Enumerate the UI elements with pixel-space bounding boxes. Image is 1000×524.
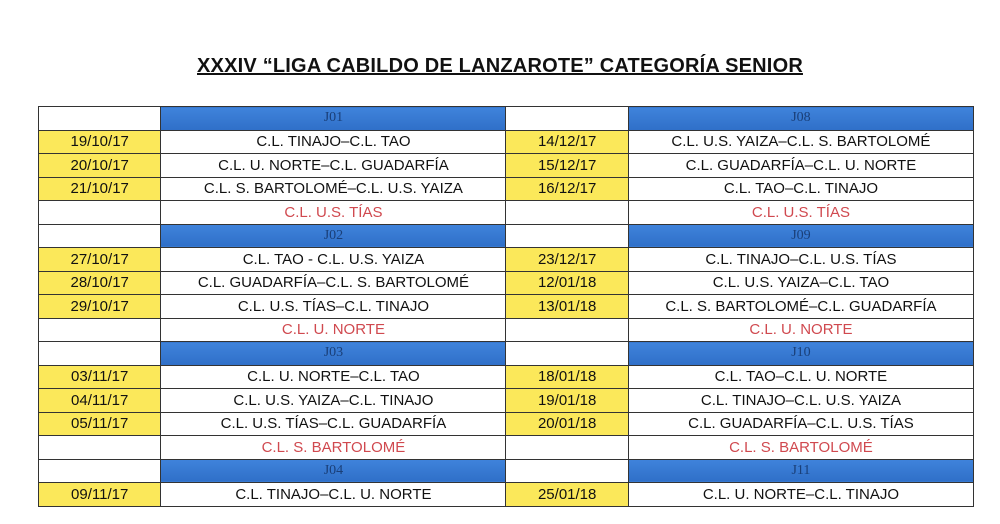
match-date: 09/11/17 <box>39 483 161 507</box>
header-blank-cell <box>506 342 628 366</box>
match-fixture: C.L. U.S. YAIZA–C.L. S. BARTOLOMÉ <box>628 130 973 154</box>
match-date: 21/10/17 <box>39 177 161 201</box>
match-row <box>39 365 974 389</box>
match-date: 29/10/17 <box>39 295 161 319</box>
match-date: 12/01/18 <box>506 271 628 295</box>
match-fixture: C.L. U. NORTE–C.L. TAO <box>161 365 506 389</box>
jornada-label: J10 <box>628 342 973 366</box>
jornada-label: J04 <box>161 459 506 483</box>
jornada-header-row <box>39 107 974 131</box>
jornada-label: J09 <box>628 224 973 248</box>
match-row <box>39 248 974 272</box>
match-fixture: C.L. S. BARTOLOMÉ–C.L. U.S. YAIZA <box>161 177 506 201</box>
match-fixture: C.L. GUADARFÍA–C.L. S. BARTOLOMÉ <box>161 271 506 295</box>
schedule-table <box>38 106 974 507</box>
resting-team: C.L. U.S. TÍAS <box>628 201 973 225</box>
match-row <box>39 271 974 295</box>
match-row <box>39 154 974 178</box>
match-fixture: C.L. U.S. YAIZA–C.L. TAO <box>628 271 973 295</box>
match-fixture: C.L. TINAJO–C.L. U. NORTE <box>161 483 506 507</box>
jornada-label: J02 <box>161 224 506 248</box>
match-date: 27/10/17 <box>39 248 161 272</box>
match-date: 03/11/17 <box>39 365 161 389</box>
match-date: 23/12/17 <box>506 248 628 272</box>
empty-date-cell <box>506 201 628 225</box>
match-fixture: C.L. GUADARFÍA–C.L. U.S. TÍAS <box>628 412 973 436</box>
jornada-label: J11 <box>628 459 973 483</box>
match-row <box>39 130 974 154</box>
page-title: XXXIV “LIGA CABILDO DE LANZAROTE” CATEGORÍA SENIOR <box>197 55 803 77</box>
empty-date-cell <box>39 318 161 342</box>
match-row <box>39 483 974 507</box>
match-date: 15/12/17 <box>506 154 628 178</box>
match-fixture: C.L. U. NORTE–C.L. GUADARFÍA <box>161 154 506 178</box>
match-row <box>39 389 974 413</box>
empty-date-cell <box>39 201 161 225</box>
match-date: 16/12/17 <box>506 177 628 201</box>
match-date: 25/01/18 <box>506 483 628 507</box>
match-fixture: C.L. TAO–C.L. TINAJO <box>628 177 973 201</box>
match-row <box>39 295 974 319</box>
jornada-header-row <box>39 224 974 248</box>
empty-date-cell <box>506 318 628 342</box>
header-blank-cell <box>39 224 161 248</box>
match-fixture: C.L. TINAJO–C.L. U.S. TÍAS <box>628 248 973 272</box>
match-fixture: C.L. U.S. YAIZA–C.L. TINAJO <box>161 389 506 413</box>
jornada-label: J01 <box>161 107 506 131</box>
jornada-header-row <box>39 459 974 483</box>
match-fixture: C.L. U.S. TÍAS–C.L. TINAJO <box>161 295 506 319</box>
header-blank-cell <box>506 459 628 483</box>
empty-date-cell <box>39 436 161 460</box>
empty-date-cell <box>506 436 628 460</box>
resting-team: C.L. S. BARTOLOMÉ <box>628 436 973 460</box>
rest-row <box>39 318 974 342</box>
resting-team: C.L. U. NORTE <box>628 318 973 342</box>
resting-team: C.L. U. NORTE <box>161 318 506 342</box>
match-date: 19/10/17 <box>39 130 161 154</box>
resting-team: C.L. S. BARTOLOMÉ <box>161 436 506 460</box>
header-blank-cell <box>39 342 161 366</box>
match-date: 14/12/17 <box>506 130 628 154</box>
match-date: 28/10/17 <box>39 271 161 295</box>
match-fixture: C.L. U.S. TÍAS–C.L. GUADARFÍA <box>161 412 506 436</box>
resting-team: C.L. U.S. TÍAS <box>161 201 506 225</box>
match-row <box>39 177 974 201</box>
match-date: 13/01/18 <box>506 295 628 319</box>
header-blank-cell <box>506 107 628 131</box>
match-date: 04/11/17 <box>39 389 161 413</box>
match-fixture: C.L. TINAJO–C.L. TAO <box>161 130 506 154</box>
match-date: 20/01/18 <box>506 412 628 436</box>
match-fixture: C.L. S. BARTOLOMÉ–C.L. GUADARFÍA <box>628 295 973 319</box>
match-fixture: C.L. U. NORTE–C.L. TINAJO <box>628 483 973 507</box>
header-blank-cell <box>506 224 628 248</box>
match-fixture: C.L. TAO–C.L. U. NORTE <box>628 365 973 389</box>
header-blank-cell <box>39 107 161 131</box>
match-date: 05/11/17 <box>39 412 161 436</box>
match-date: 20/10/17 <box>39 154 161 178</box>
rest-row <box>39 436 974 460</box>
match-fixture: C.L. GUADARFÍA–C.L. U. NORTE <box>628 154 973 178</box>
jornada-label: J08 <box>628 107 973 131</box>
rest-row <box>39 201 974 225</box>
jornada-header-row <box>39 342 974 366</box>
header-blank-cell <box>39 459 161 483</box>
jornada-label: J03 <box>161 342 506 366</box>
match-date: 19/01/18 <box>506 389 628 413</box>
match-fixture: C.L. TINAJO–C.L. U.S. YAIZA <box>628 389 973 413</box>
match-fixture: C.L. TAO - C.L. U.S. YAIZA <box>161 248 506 272</box>
match-row <box>39 412 974 436</box>
match-date: 18/01/18 <box>506 365 628 389</box>
